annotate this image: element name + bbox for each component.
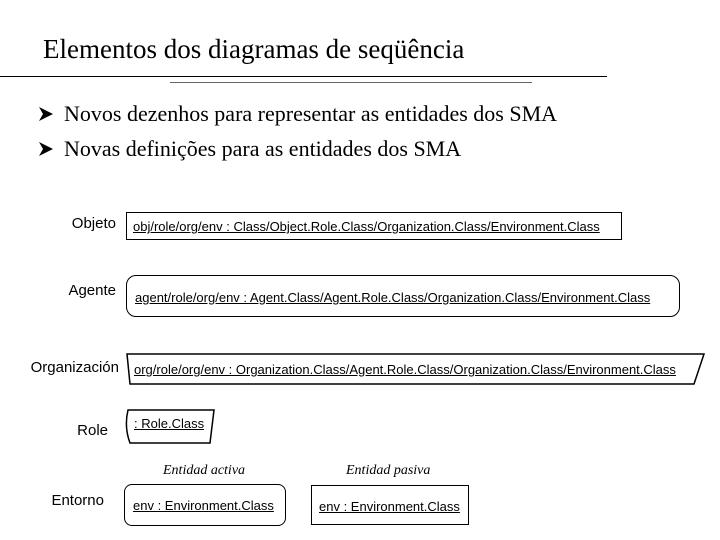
title-underline-secondary (170, 82, 532, 83)
organizacion-notation: org/role/org/env : Organization.Class/Agent.Role.Class/Organization.Class/Environment.Class (134, 362, 676, 377)
entidad-pasiva-caption: Entidad pasiva (346, 463, 431, 478)
bullet-item-2 (38, 136, 461, 162)
agente-notation: agent/role/org/env : Agent.Class/Agent.Role.Class/Organization.Class/Environment.Class (135, 290, 651, 305)
title-underline (0, 76, 607, 77)
entidad-activa-caption: Entidad activa (163, 463, 246, 478)
bullet-text-1: Novos dezenhos para representar as entidades dos SMA (64, 101, 558, 126)
entidad-activa-notation: env : Environment.Class (133, 498, 274, 513)
slide-title: Elementos dos diagramas de seqüência (43, 34, 465, 64)
agente-label: Agente (68, 282, 116, 299)
role-label: Role (77, 422, 108, 439)
entorno-label: Entorno (51, 492, 104, 509)
organizacion-label: Organización (30, 359, 119, 376)
role-notation: : Role.Class (134, 416, 205, 431)
arrow-bullet-icon (38, 141, 54, 157)
arrow-bullet-icon (38, 106, 54, 122)
entidad-pasiva-notation: env : Environment.Class (319, 499, 460, 514)
objeto-notation: obj/role/org/env : Class/Object.Role.Class/Organization.Class/Environment.Class (133, 219, 600, 234)
bullet-item-1 (38, 101, 557, 127)
objeto-label: Objeto (71, 215, 116, 232)
bullet-text-2: Novas definições para as entidades dos SMA (64, 136, 462, 161)
